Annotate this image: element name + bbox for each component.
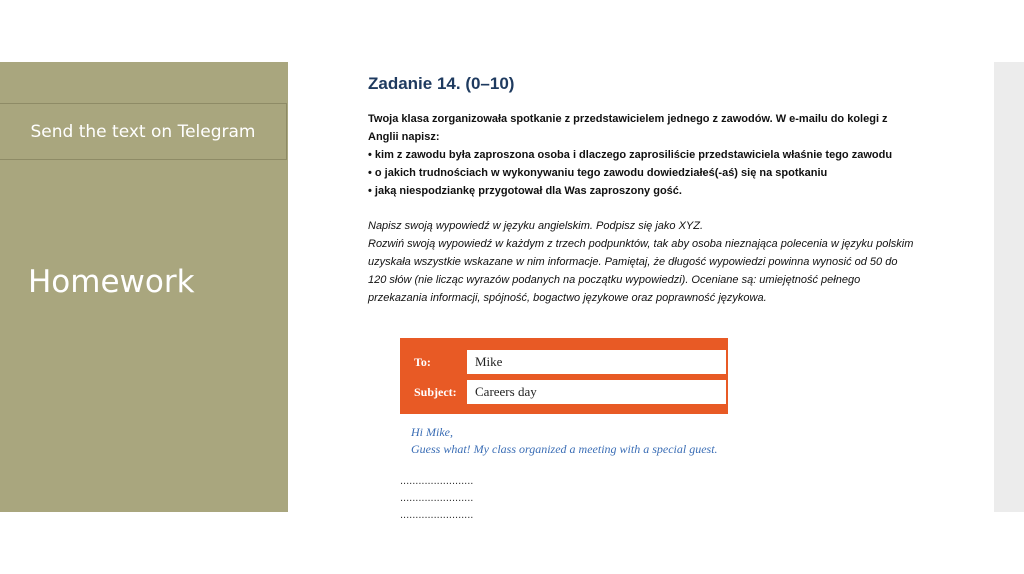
note-line: przekazania informacji, spójność, bogactwo językowe oraz poprawność językowa.	[368, 292, 767, 304]
email-opening: Guess what! My class organized a meeting with a special guest.	[411, 442, 718, 456]
to-label: To:	[414, 355, 431, 369]
subject-label: Subject:	[414, 385, 457, 399]
slide	[0, 62, 1024, 521]
task-notes	[368, 217, 913, 307]
answer-lines	[400, 473, 473, 524]
instruction-bullet: • kim z zawodu była zaproszona osoba i dlaczego zaprosiliście przedstawiciela właśnie tego zawodu	[368, 149, 893, 161]
slide-subtitle: Send the text on Telegram	[0, 103, 287, 160]
email-to-row	[400, 348, 728, 376]
email-subject-row	[400, 378, 728, 406]
instruction-line: Anglii napisz:	[368, 131, 440, 143]
instruction-bullet: • jaką niespodziankę przygotował dla Was zaproszony gość.	[368, 185, 682, 197]
email-greeting: Hi Mike,	[411, 425, 453, 439]
subject-field: Careers day	[467, 380, 726, 404]
note-line: Rozwiń swoją wypowiedź w każdym z trzech podpunktów, tak aby osoba nieznająca polecenia w języku polskim	[368, 238, 914, 250]
answer-line: ........................	[400, 492, 474, 504]
note-line: 120 słów (nie licząc wyrazów podanych na początku wypowiedzi). Oceniane są: umiejętność pełnego	[368, 274, 861, 286]
to-field: Mike	[467, 350, 726, 374]
instruction-line: Twoja klasa zorganizowała spotkanie z przedstawicielem jednego z zawodów. W e-mailu do kolegi z	[368, 113, 888, 125]
answer-line: ........................	[400, 509, 474, 521]
note-line: Napisz swoją wypowiedź w języku angielskim. Podpisz się jako XYZ.	[368, 220, 704, 232]
email-body-start	[411, 424, 718, 458]
answer-line: ........................	[400, 475, 474, 487]
task-instructions	[368, 110, 892, 200]
instruction-bullet: • o jakich trudnościach w wykonywaniu tego zawodu dowiedziałeś(-aś) się na spotkaniu	[368, 167, 828, 179]
scrollbar[interactable]	[994, 62, 1024, 512]
note-line: uzyskała wszystkie wskazane w nim informacje. Pamiętaj, że długość wypowiedzi powinna wynosić od 50 do	[368, 256, 898, 268]
left-panel	[0, 62, 288, 512]
slide-title: Homework	[28, 264, 195, 300]
email-header	[400, 338, 728, 414]
task-title: Zadanie 14. (0–10)	[368, 74, 515, 93]
